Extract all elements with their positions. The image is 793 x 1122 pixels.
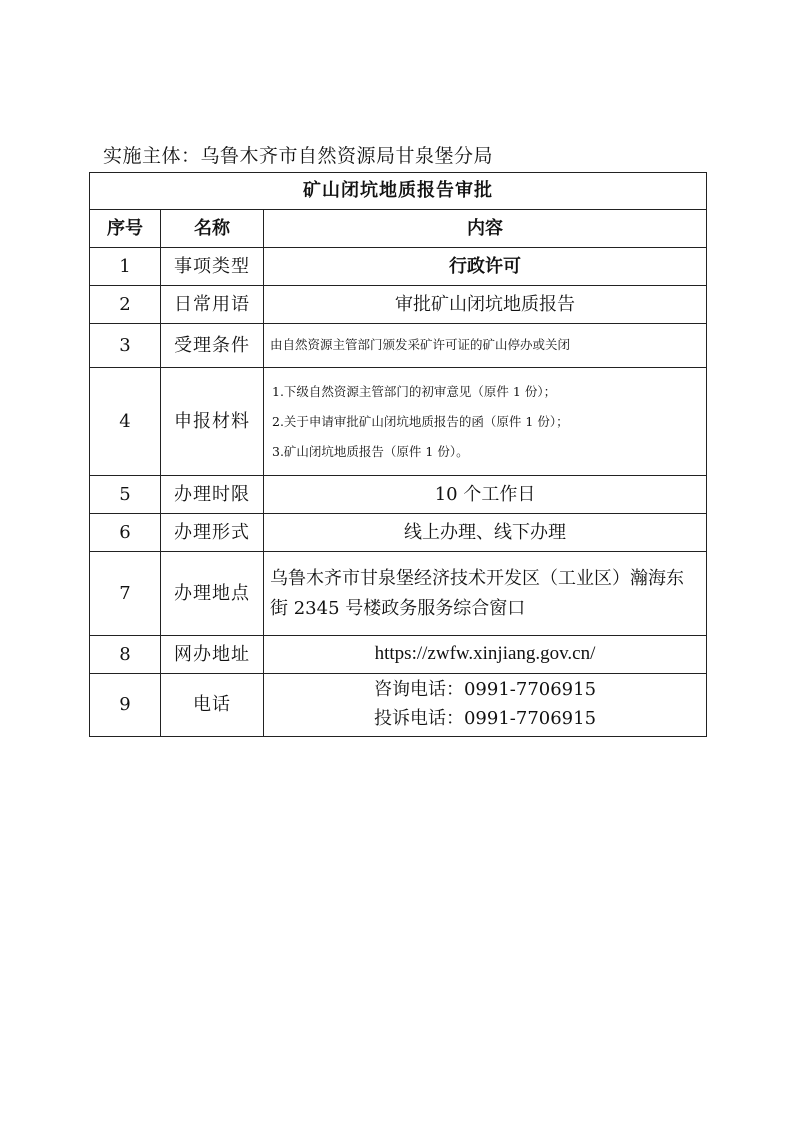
row-name: 网办地址: [161, 636, 264, 674]
row-name: 办理形式: [161, 514, 264, 552]
table-row: [90, 248, 707, 286]
row-content: 线上办理、线下办理: [264, 514, 707, 552]
row-number: 7: [90, 552, 161, 636]
table-row: [90, 476, 707, 514]
table-title: 矿山闭坑地质报告审批: [90, 173, 707, 210]
table-title-row: [90, 173, 707, 210]
row-name: 日常用语: [161, 286, 264, 324]
row-content: 行政许可: [264, 248, 707, 286]
row-name: 申报材料: [161, 368, 264, 476]
column-header-name: 名称: [161, 210, 264, 248]
row-number: 2: [90, 286, 161, 324]
row-name: 事项类型: [161, 248, 264, 286]
table-row: [90, 324, 707, 368]
row-name: 电话: [161, 674, 264, 737]
row-number: 3: [90, 324, 161, 368]
table-row: [90, 674, 707, 737]
list-item: 3.矿山闭坑地质报告（原件 1 份）。: [272, 443, 469, 459]
column-header-content: 内容: [264, 210, 707, 248]
row-content: 10 个工作日: [264, 476, 707, 514]
table-row: [90, 552, 707, 636]
table-row: [90, 636, 707, 674]
table-row: [90, 368, 707, 476]
row-content: 由自然资源主管部门颁发采矿许可证的矿山停办或关闭: [264, 324, 707, 368]
online-service-url[interactable]: https://zwfw.xinjiang.gov.cn/: [264, 636, 707, 674]
list-item: 1.下级自然资源主管部门的初审意见（原件 1 份）；: [272, 383, 557, 399]
row-name: 办理地点: [161, 552, 264, 636]
row-number: 4: [90, 368, 161, 476]
table-header-row: [90, 210, 707, 248]
row-number: 9: [90, 674, 161, 737]
row-name: 受理条件: [161, 324, 264, 368]
complaint-phone: 投诉电话：0991-7706915: [373, 708, 597, 729]
phone-numbers: [264, 674, 707, 737]
implementing-body: 实施主体：乌鲁木齐市自然资源局甘泉堡分局: [103, 145, 494, 167]
row-number: 6: [90, 514, 161, 552]
office-address: 乌鲁木齐市甘泉堡经济技术开发区（工业区）瀚海东街 2345 号楼政务服务综合窗口: [264, 552, 707, 636]
row-number: 5: [90, 476, 161, 514]
list-item: 2.关于申请审批矿山闭坑地质报告的函（原件 1 份）；: [272, 413, 569, 429]
approval-table: [89, 172, 707, 737]
row-content: 审批矿山闭坑地质报告: [264, 286, 707, 324]
consult-phone: 咨询电话：0991-7706915: [373, 679, 597, 701]
table-row: [90, 286, 707, 324]
row-number: 1: [90, 248, 161, 286]
table-row: [90, 514, 707, 552]
row-number: 8: [90, 636, 161, 674]
column-header-number: 序号: [90, 210, 161, 248]
row-name: 办理时限: [161, 476, 264, 514]
materials-list: [264, 368, 707, 476]
